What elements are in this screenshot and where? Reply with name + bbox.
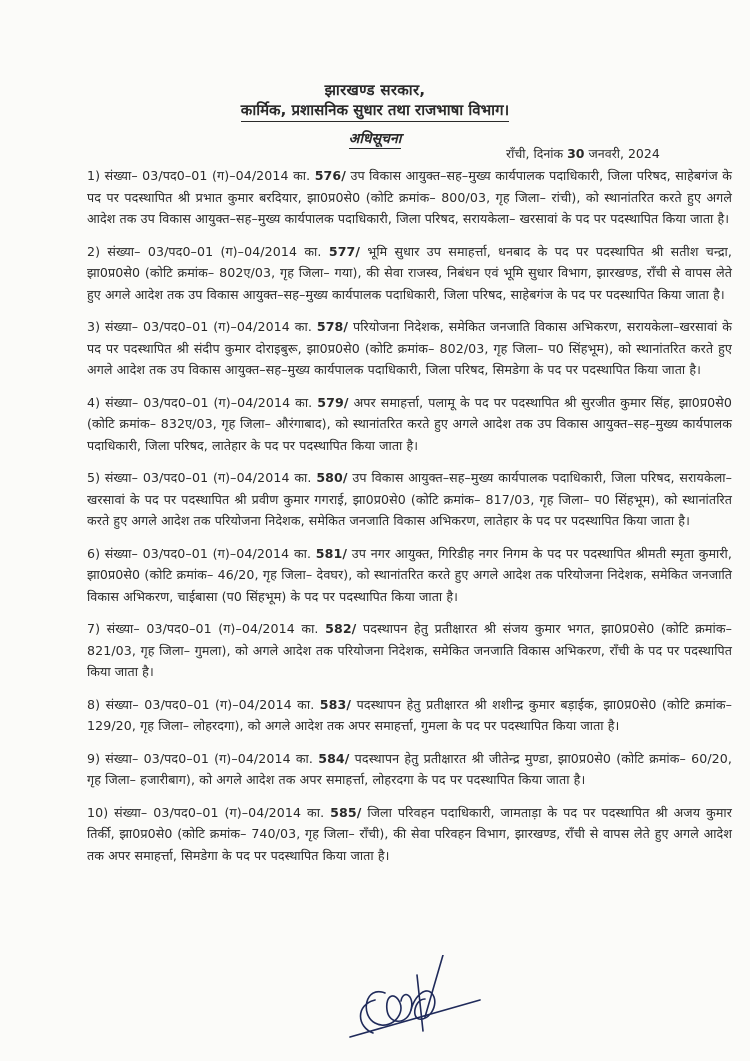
order-prefix: 8) संख्या– 03/पद0–01 (ग)–04/2014 का.: [87, 696, 315, 712]
notification-body: [87, 165, 732, 877]
order-text: परियोजना निदेशक, समेकित जनजाति विकास अभिकरण, सरायकेला–खरसावां के पद पर पदस्थापित श्री संदीप कुमार दोराइबुरू, झा0प्र0से0 (कोटि क्रमांक– 802/03, गृह जिला– प0 सिंहभूम), को स्थानांतरित करते हुए अगले आदेश तक उप विकास आयुक्त–सह–मुख्य कार्यपालक पदाधिकारी, जिला परिषद, सिमडेगा के पद पर पदस्थापित किया जाता है।: [87, 319, 732, 377]
letterhead: [0, 80, 750, 122]
order-text: जिला परिवहन पदाधिकारी, जामताड़ा के पद पर पदस्थापित श्री अजय कुमार तिर्की, झा0प्र0से0 (कोटि क्रमांक– 740/03, गृह जिला– राँची), की सेवा परिवहन विभाग, झारखण्ड, राँची से वापस लेते हुए अगले आदेश तक अपर समाहर्त्ता, सिमडेगा के पद पर पदस्थापित किया जाता है।: [87, 804, 732, 863]
dateline-place: राँची, दिनांक: [506, 146, 564, 161]
order-paragraph-1: [87, 165, 732, 230]
department-name: कार्मिक, प्रशासनिक सुधार तथा राजभाषा विभाग।: [241, 100, 509, 122]
order-paragraph-7: [87, 618, 732, 683]
order-number: 576/: [314, 168, 346, 183]
order-number: 584/: [318, 750, 350, 766]
order-prefix: 3) संख्या– 03/पद0–01 (ग)–04/2014 का.: [87, 319, 312, 334]
order-prefix: 7) संख्या– 03/पद0–01 (ग)–04/2014 का.: [87, 621, 319, 636]
dateline-day: 30: [567, 146, 585, 161]
order-paragraph-9: [87, 748, 732, 791]
document-title-text: अधिसूचना: [348, 131, 402, 147]
order-text: पदस्थापन हेतु प्रतीक्षारत श्री संजय कुमार भगत, झा0प्र0से0 (कोटि क्रमांक– 821/03, गृह जिला– गुमला), को अगले आदेश तक परियोजना निदेशक, समेकित जनजाति विकास अभिकरण, राँची के पद पर पदस्थापित किया जाता है।: [87, 621, 732, 679]
order-number: 583/: [319, 696, 352, 712]
order-text: पदस्थापन हेतु प्रतीक्षारत श्री शशीन्द्र कुमार बड़ाईक, झा0प्र0से0 (कोटि क्रमांक– 129/20, गृह जिला– लोहरदगा), को अगले आदेश तक अपर समाहर्त्ता, गुमला के पद पर पदस्थापित किया जाता है।: [87, 696, 732, 733]
government-name: झारखण्ड सरकार,: [324, 81, 426, 99]
order-number: 580/: [316, 470, 348, 485]
handwritten-signature-icon: [345, 955, 485, 1050]
order-prefix: 10) संख्या– 03/पद0–01 (ग)–04/2014 का.: [87, 804, 325, 820]
order-number: 585/: [330, 804, 362, 820]
order-paragraph-5: [87, 467, 732, 532]
order-number: 581/: [315, 545, 348, 561]
order-paragraph-2: [87, 241, 732, 306]
order-prefix: 9) संख्या– 03/पद0–01 (ग)–04/2014 का.: [87, 750, 314, 766]
order-text: उप विकास आयुक्त–सह–मुख्य कार्यपालक पदाधिकारी, जिला परिषद, सरायकेला–खरसावां के पद पर पदस्थापित श्री प्रवीण कुमार गगराई, झा0प्र0से0 (कोटि क्रमांक– 817/03, गृह जिला– प0 सिंहभूम), को स्थानांतरित करते हुए अगले आदेश तक परियोजना निदेशक, समेकित जनजाति विकास अभिकरण, लातेहार के पद पर पदस्थापित किया जाता है।: [87, 470, 733, 528]
order-paragraph-6: [87, 543, 732, 608]
order-number: 577/: [328, 243, 361, 259]
dateline-month-year: जनवरी, 2024: [588, 146, 660, 161]
order-prefix: 6) संख्या– 03/पद0–01 (ग)–04/2014 का.: [87, 545, 312, 561]
order-paragraph-4: [87, 392, 732, 457]
order-prefix: 2) संख्या– 03/पद0–01 (ग)–04/2014 का.: [87, 243, 322, 259]
order-paragraph-3: [87, 316, 732, 381]
order-text: अपर समाहर्त्ता, पलामू के पद पर पदस्थापित श्री सुरजीत कुमार सिंह, झा0प्र0से0 (कोटि क्रमांक– 832ए/03, गृह जिला– औरंगाबाद), को स्थानांतरित करते हुए अगले आदेश तक उप विकास आयुक्त–सह–मुख्य कार्यपालक पदाधिकारी, जिला परिषद, लातेहार के पद पर पदस्थापित किया जाता है।: [87, 394, 732, 453]
dateline: [506, 146, 660, 162]
order-text: उप विकास आयुक्त–सह–मुख्य कार्यपालक पदाधिकारी, जिला परिषद, साहेबगंज के पद पर पदस्थापित श्री प्रभात कुमार बरदियार, झा0प्र0से0 (कोटि क्रमांक– 800/03, गृह जिला– रांची), को स्थानांतरित करते हुए अगले आदेश तक उप विकास आयुक्त–सह–मुख्य कार्यपालक पदाधिकारी, जिला परिषद, सरायकेला– खरसावां के पद पर पदस्थापित किया जाता है।: [87, 168, 733, 226]
order-paragraph-8: [87, 694, 732, 737]
order-number: 579/: [317, 394, 349, 410]
order-text: उप नगर आयुक्त, गिरिडीह नगर निगम के पद पर पदस्थापित श्रीमती स्मृता कुमारी, झा0प्र0से0 (कोटि क्रमांक– 46/20, गृह जिला– देवघर), को स्थानांतरित करते हुए अगले आदेश तक परियोजना निदेशक, समेकित जनजाति विकास अभिकरण, चाईबासा (प0 सिंहभूम) के पद पर पदस्थापित किया जाता है।: [87, 545, 733, 604]
order-number: 582/: [325, 621, 357, 636]
order-number: 578/: [316, 319, 349, 334]
order-text: भूमि सुधार उप समाहर्त्ता, धनबाद के पद पर पदस्थापित श्री सतीश चन्द्रा, झा0प्र0से0 (कोटि क्रमांक– 802ए/03, गृह जिला– गया), की सेवा राजस्व, निबंधन एवं भूमि सुधार विभाग, झारखण्ड, राँची से वापस लेते हुए अगले आदेश तक उप विकास आयुक्त–सह–मुख्य कार्यपालक पदाधिकारी, जिला परिषद, साहेबगंज के पद पर पदस्थापित किया जाता है।: [87, 243, 733, 302]
order-prefix: 5) संख्या– 03/पद0–01 (ग)–04/2014 का.: [87, 470, 312, 485]
order-text: पदस्थापन हेतु प्रतीक्षारत श्री जीतेन्द्र मुण्डा, झा0प्र0से0 (कोटि क्रमांक– 60/20, गृह जिला– हजारीबाग), को अगले आदेश तक अपर समाहर्त्ता, लोहरदगा के पद पर पदस्थापित किया जाता है।: [87, 750, 732, 787]
order-prefix: 4) संख्या– 03/पद0–01 (ग)–04/2014 का.: [87, 394, 313, 410]
order-prefix: 1) संख्या– 03/पद0–01 (ग)–04/2014 का.: [87, 168, 311, 183]
order-paragraph-10: [87, 802, 732, 867]
